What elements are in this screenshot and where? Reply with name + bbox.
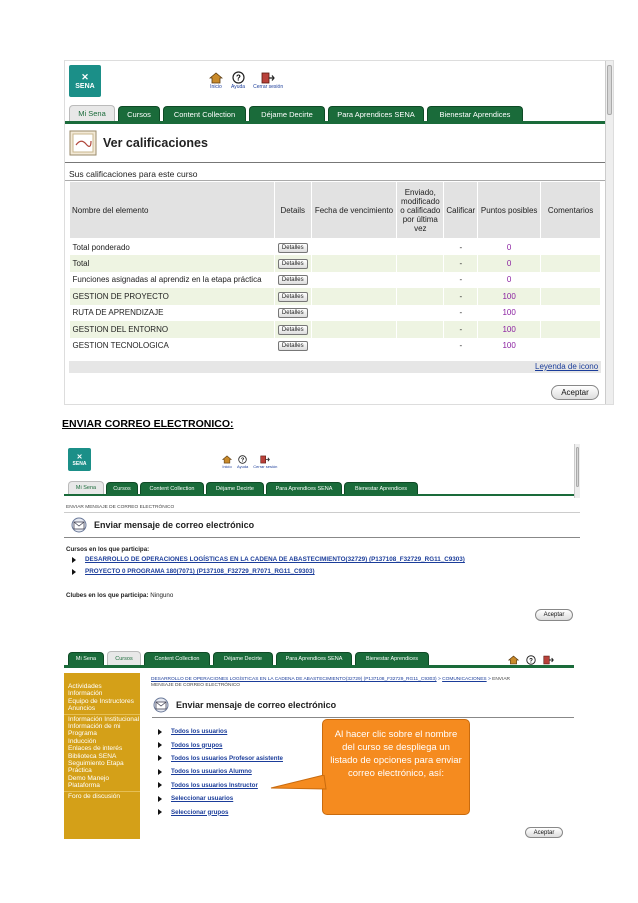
last-modified-cell [397, 239, 444, 256]
breadcrumb-separator: > [437, 677, 441, 682]
page-title-bar-2 [70, 516, 580, 534]
details-button[interactable]: Detalles [278, 308, 308, 318]
grade-item-name: Total [70, 255, 275, 272]
details-cell [274, 239, 311, 256]
grades-screenshot [64, 60, 614, 405]
svg-text:?: ? [235, 73, 241, 83]
breadcrumb-comunicaciones-link[interactable]: COMUNICACIONES [442, 677, 487, 682]
points-possible: 100 [478, 305, 541, 322]
sidebar-item[interactable]: Demo Manejo Plataforma [68, 774, 110, 790]
points-possible: 0 [478, 239, 541, 256]
tab-mi-sena[interactable]: Mi Sena [68, 481, 104, 494]
tab-bienestar[interactable]: Bienestar Aprendices [344, 482, 418, 494]
home-icon [209, 72, 223, 84]
points-possible: 100 [478, 321, 541, 338]
tab-underline-2 [64, 494, 580, 496]
grade-value: - [444, 305, 478, 322]
tab-underline [65, 121, 613, 124]
help-link[interactable]: ? Ayuda [231, 71, 245, 90]
due-date-cell [311, 255, 397, 272]
page-title: Enviar mensaje de correo electrónico [176, 700, 337, 710]
col-puntos: Puntos posibles [478, 182, 541, 239]
last-modified-cell [397, 338, 444, 355]
course-link-1-label[interactable]: DESARROLLO DE OPERACIONES LOGÍSTICAS EN LA CADENA DE ABASTECIMIENTO(32729) (P137108_F32729_RG11_C9303) [85, 556, 465, 563]
tab-para-aprendices[interactable]: Para Aprendices SENA [266, 482, 342, 494]
svg-text:?: ? [529, 657, 533, 665]
sidebar-item[interactable]: Actividades [68, 683, 102, 690]
details-cell [274, 305, 311, 322]
tab-cursos[interactable]: Cursos [107, 651, 141, 665]
tab-para-aprendices[interactable]: Para Aprendices SENA [328, 106, 424, 121]
details-cell [274, 272, 311, 289]
tab-underline-3 [64, 665, 574, 668]
email-option[interactable] [158, 779, 283, 792]
tab-cursos[interactable]: Cursos [118, 106, 160, 121]
arrow-right-icon [158, 809, 162, 815]
comments-cell [541, 239, 601, 256]
breadcrumb-separator: > [487, 677, 491, 682]
due-date-cell [311, 338, 397, 355]
main-tabs-3 [64, 651, 574, 665]
due-date-cell [311, 288, 397, 305]
email-icon [152, 697, 170, 713]
grades-subtitle: Sus calificaciones para este curso [69, 169, 198, 179]
tab-bienestar[interactable]: Bienestar Aprendices [427, 106, 523, 121]
logout-icon [261, 72, 275, 84]
logout-icon [260, 455, 270, 464]
home-link-2[interactable]: Inicio [222, 455, 232, 469]
email-option-label[interactable]: Seleccionar usuarios [171, 795, 234, 803]
comments-cell [541, 338, 601, 355]
email-option-label[interactable]: Todos los usuarios Instructor [171, 781, 258, 789]
logout-icon[interactable] [543, 655, 554, 665]
grade-item-name: GESTION DEL ENTORNO [70, 321, 275, 338]
courses-label: Cursos en los que participa: [66, 546, 150, 553]
footer-band [69, 361, 601, 373]
arrow-right-icon [158, 782, 162, 788]
email-option[interactable] [158, 805, 283, 818]
email-options-screenshot [64, 647, 574, 843]
grade-row [70, 321, 601, 338]
home-icon[interactable] [508, 655, 519, 665]
email-option-label[interactable]: Seleccionar grupos [171, 808, 229, 816]
last-modified-cell [397, 255, 444, 272]
title-rule-3 [152, 717, 574, 718]
main-tabs-2 [64, 481, 580, 494]
sidebar-divider [64, 714, 140, 715]
sena-logo: ✕ SENA [69, 65, 101, 97]
details-button[interactable]: Detalles [278, 292, 308, 302]
grade-row [70, 272, 601, 289]
grade-row [70, 305, 601, 322]
email-option-label[interactable]: Todos los grupos [171, 741, 223, 749]
sidebar-item[interactable]: Foro de discusión [68, 792, 121, 800]
tab-dejame-decirte[interactable]: Déjame Decirte [249, 106, 325, 121]
sena-logo-2: ✕ SENA [68, 448, 91, 471]
breadcrumb-rule [64, 512, 580, 513]
details-button[interactable]: Detalles [278, 341, 308, 351]
grade-value: - [444, 239, 478, 256]
grade-value: - [444, 288, 478, 305]
grades-icon [69, 130, 97, 156]
due-date-cell [311, 305, 397, 322]
details-button[interactable]: Detalles [278, 243, 308, 253]
arrow-right-icon [72, 557, 76, 563]
last-modified-cell [397, 288, 444, 305]
arrow-right-icon [158, 769, 162, 775]
tab-bienestar[interactable]: Bienestar Aprendices [355, 652, 429, 665]
page-title: Ver calificaciones [103, 136, 208, 150]
grade-row [70, 338, 601, 355]
sidebar-item[interactable]: Información [68, 690, 103, 698]
points-possible: 100 [478, 338, 541, 355]
col-comentarios: Comentarios [541, 182, 601, 239]
email-option-label[interactable]: Todos los usuarios [171, 728, 228, 736]
title-rule [65, 162, 613, 163]
grade-value: - [444, 255, 478, 272]
home-icon [222, 455, 232, 464]
col-enviado: Enviado, modificado o calificado por última vez [397, 182, 444, 239]
tab-dejame-decirte[interactable]: Déjame Decirte [206, 482, 264, 494]
grades-table [69, 181, 601, 354]
clubs-label: Clubes en los que participa: [66, 592, 149, 599]
title-rule-2 [64, 537, 580, 538]
grade-item-name: Total ponderado [70, 239, 275, 256]
course-link-2-label[interactable]: PROYECTO 0 PROGRAMA 180(7071) (P137108_F32729_R7071_RG11_C9303) [85, 568, 315, 575]
clubs-value: Ninguno [150, 592, 174, 599]
help-link-2[interactable]: ? Ayuda [237, 455, 248, 469]
sidebar-item[interactable]: Equipo de Instructores [68, 697, 134, 705]
details-cell [274, 338, 311, 355]
email-options [158, 725, 283, 819]
email-option[interactable] [158, 738, 283, 751]
col-nombre: Nombre del elemento [70, 182, 275, 239]
callout-pointer [270, 775, 330, 797]
callout-note: Al hacer clic sobre el nombre del curso se despliega un listado de opciones para enviar correo electrónico, así: [322, 719, 470, 815]
breadcrumb-course-link[interactable]: DESARROLLO DE OPERACIONES LOGÍSTICAS EN LA CADENA DE ABASTECIMIENTO(32729) (P137108_F32729_RG11_C9303) [151, 677, 437, 682]
comments-cell [541, 321, 601, 338]
tab-content-collection[interactable]: Content Collection [144, 652, 210, 665]
comments-cell [541, 255, 601, 272]
section-caption: ENVIAR CORREO ELECTRONICO: [62, 418, 234, 430]
grade-value: - [444, 321, 478, 338]
arrow-right-icon [72, 569, 76, 575]
arrow-right-icon [158, 742, 162, 748]
col-fecha: Fecha de vencimiento [311, 182, 397, 239]
tab-cursos[interactable]: Cursos [106, 482, 138, 494]
due-date-cell [311, 272, 397, 289]
breadcrumb-3 [151, 677, 531, 688]
last-modified-cell [397, 321, 444, 338]
points-possible: 0 [478, 272, 541, 289]
course-sidebar [64, 673, 140, 839]
details-button[interactable]: Detalles [278, 259, 308, 269]
accept-button-2[interactable]: Aceptar [535, 609, 573, 621]
grade-row [70, 255, 601, 272]
help-icon [232, 71, 245, 84]
arrow-right-icon [158, 729, 162, 735]
email-option[interactable] [158, 792, 283, 805]
email-option-label[interactable]: Todos los usuarios Alumno [171, 768, 252, 776]
last-modified-cell [397, 272, 444, 289]
sidebar-item[interactable]: Inducción [68, 737, 97, 745]
last-modified-cell [397, 305, 444, 322]
course-link-2[interactable] [72, 568, 465, 575]
tab-para-aprendices[interactable]: Para Aprendices SENA [276, 652, 352, 665]
due-date-cell [311, 239, 397, 256]
logout-link[interactable]: Cerrar sesión [253, 72, 283, 90]
tab-dejame-decirte[interactable]: Déjame Decirte [213, 652, 273, 665]
email-option[interactable] [158, 752, 283, 765]
arrow-right-icon [158, 755, 162, 761]
due-date-cell [311, 321, 397, 338]
comments-cell [541, 305, 601, 322]
grade-value: - [444, 272, 478, 289]
breadcrumb: ENVIAR MENSAJE DE CORREO ELECTRÓNICO [66, 505, 175, 510]
grade-item-name: GESTION DE PROYECTO [70, 288, 275, 305]
accept-button-3[interactable]: Aceptar [525, 827, 563, 838]
clubs-row [66, 592, 173, 599]
sidebar-item[interactable]: Información Institucional [68, 715, 140, 723]
course-list [72, 556, 465, 580]
email-icon [70, 517, 88, 533]
top-links-2 [222, 455, 277, 469]
comments-cell [541, 272, 601, 289]
points-possible: 0 [478, 255, 541, 272]
tab-mi-sena[interactable]: Mi Sena [68, 652, 104, 665]
help-icon [238, 455, 247, 464]
grade-item-name: Funciones asignadas al aprendiz en la etapa práctica [70, 272, 275, 289]
page-title-bar-3 [152, 695, 574, 715]
arrow-right-icon [158, 796, 162, 802]
details-cell [274, 255, 311, 272]
help-icon[interactable] [526, 655, 536, 665]
grade-item-name: RUTA DE APRENDIZAJE [70, 305, 275, 322]
scrollbar-2[interactable] [574, 444, 580, 498]
points-possible: 100 [478, 288, 541, 305]
home-link[interactable]: Inicio [209, 72, 223, 90]
top-links-3 [508, 655, 554, 665]
tab-content-collection[interactable]: Content Collection [163, 106, 246, 121]
details-cell [274, 321, 311, 338]
sidebar-divider [64, 791, 140, 792]
top-links [209, 71, 283, 90]
sidebar-item[interactable]: Biblioteca SENA [68, 752, 117, 760]
email-option[interactable] [158, 765, 283, 778]
details-cell [274, 288, 311, 305]
col-calificar: Calificar [444, 182, 478, 239]
grade-value: - [444, 338, 478, 355]
sidebar-item[interactable]: Enlaces de interés [68, 745, 123, 753]
legend-link[interactable]: Leyenda de icono [535, 362, 599, 371]
svg-text:?: ? [240, 457, 245, 464]
page-title: Enviar mensaje de correo electrónico [94, 520, 255, 530]
logout-link-2[interactable]: Cerrar sesión [253, 455, 277, 469]
grade-row [70, 239, 601, 256]
tab-content-collection[interactable]: Content Collection [140, 482, 204, 494]
details-button[interactable]: Detalles [278, 275, 308, 285]
details-button[interactable]: Detalles [278, 325, 308, 335]
scrollbar[interactable] [605, 61, 613, 404]
accept-button[interactable]: Aceptar [551, 385, 599, 400]
col-details: Details [274, 182, 311, 239]
grade-row [70, 288, 601, 305]
email-option[interactable] [158, 725, 283, 738]
grade-item-name: GESTION TECNOLOGICA [70, 338, 275, 355]
course-link-1[interactable] [72, 556, 465, 563]
tab-mi-sena[interactable]: Mi Sena [69, 105, 115, 121]
sidebar-item[interactable]: Información de mi Programa [68, 723, 121, 738]
email-option-label[interactable]: Todos los usuarios Profesor asistente [171, 754, 283, 762]
sidebar-item[interactable]: Anuncios [68, 705, 96, 713]
main-tabs [65, 105, 613, 121]
page-title-bar [69, 129, 613, 157]
email-courses-screenshot [64, 444, 580, 628]
breadcrumb-current: ENVIAR MENSAJE DE CORREO ELECTRÓNICO [151, 677, 511, 688]
sidebar-item[interactable]: Seguimiento Etapa Práctica [68, 760, 124, 775]
comments-cell [541, 288, 601, 305]
